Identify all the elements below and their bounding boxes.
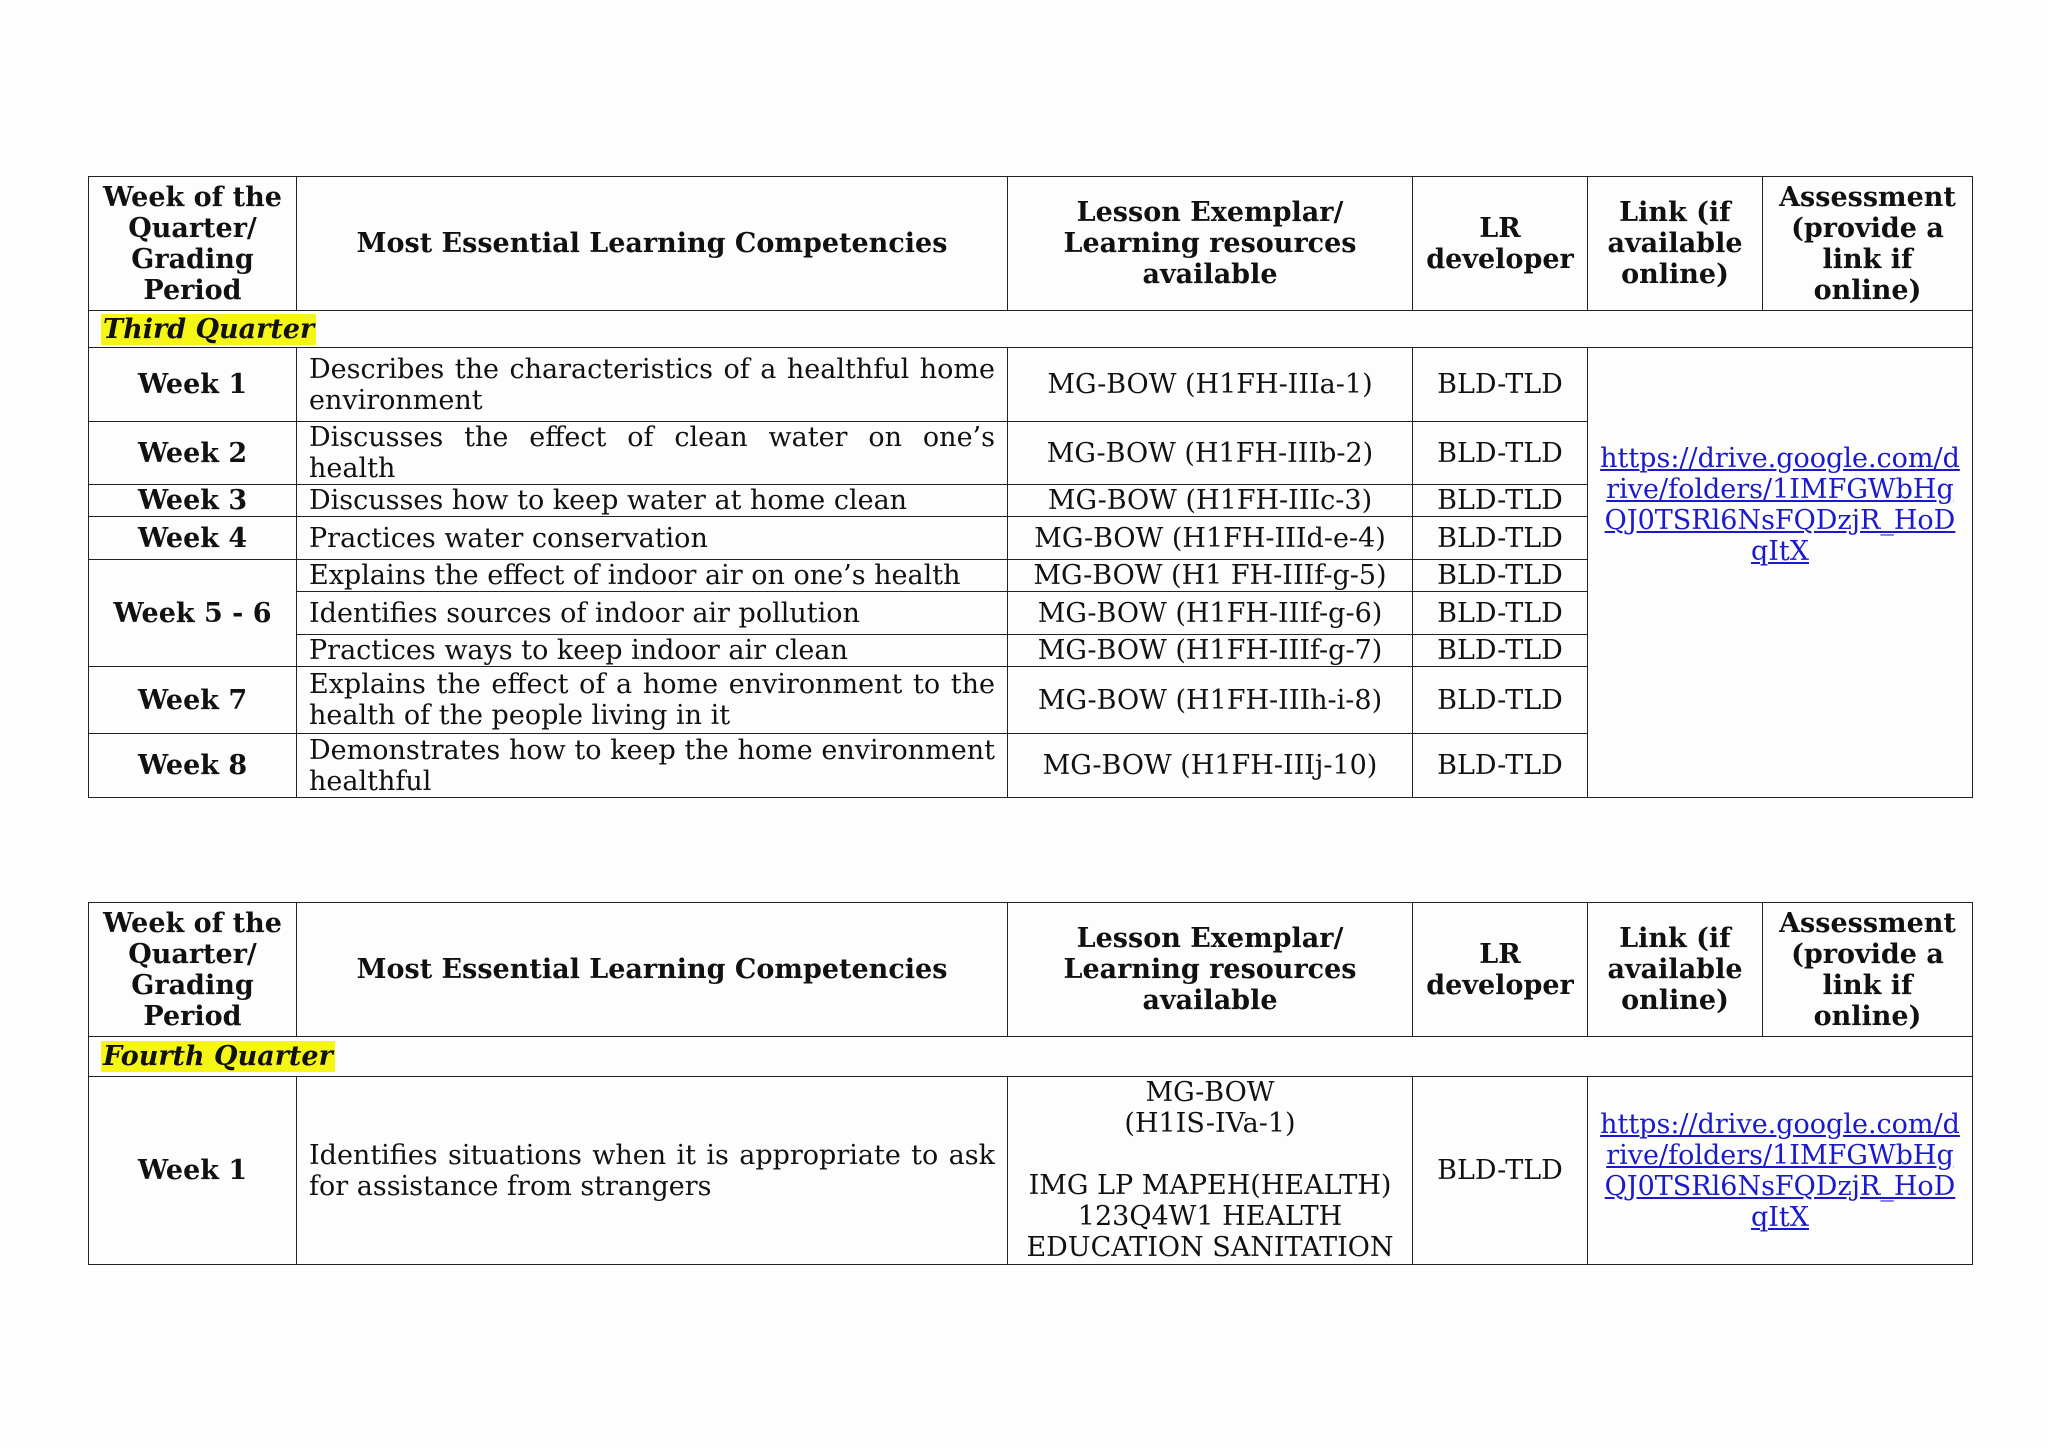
resource-cell (1008, 1077, 1413, 1265)
header-week: Week of the Quarter/ Grading Period (89, 177, 297, 311)
competency-cell: Demonstrates how to keep the home environment healthful (297, 734, 1008, 798)
developer-cell: BLD-TLD (1413, 635, 1588, 667)
competency-cell: Identifies situations when it is appropriate to ask for assistance from strangers (297, 1077, 1008, 1265)
developer-cell: BLD-TLD (1413, 348, 1588, 422)
resource-cell: MG-BOW (H1FH-IIIh-i-8) (1008, 667, 1413, 734)
resource-cell: MG-BOW (H1FH-IIIj-10) (1008, 734, 1413, 798)
third-quarter-table (88, 176, 1973, 798)
competency-cell: Describes the characteristics of a healthful home environment (297, 348, 1008, 422)
table-row (89, 1077, 1973, 1265)
week-cell: Week 2 (89, 422, 297, 485)
header-link: Link (if available online) (1588, 903, 1763, 1037)
link-cell (1588, 1077, 1973, 1265)
competency-cell: Practices water conservation (297, 517, 1008, 560)
resource-cell: MG-BOW (H1FH-IIIc-3) (1008, 485, 1413, 517)
competency-cell: Identifies sources of indoor air pollution (297, 592, 1008, 635)
header-row (89, 903, 1973, 1037)
link-cell (1588, 348, 1973, 798)
week-cell: Week 7 (89, 667, 297, 734)
developer-cell: BLD-TLD (1413, 485, 1588, 517)
resource-line: (H1IS-IVa-1) (1124, 1108, 1296, 1139)
developer-cell: BLD-TLD (1413, 592, 1588, 635)
resource-cell: MG-BOW (H1FH-IIIb-2) (1008, 422, 1413, 485)
developer-cell: BLD-TLD (1413, 734, 1588, 798)
header-developer: LR developer (1413, 177, 1588, 311)
header-link: Link (if available online) (1588, 177, 1763, 311)
header-week: Week of the Quarter/ Grading Period (89, 903, 297, 1037)
header-assessment: Assessment (provide a link if online) (1763, 903, 1973, 1037)
resource-cell: MG-BOW (H1FH-IIId-e-4) (1008, 517, 1413, 560)
competency-cell: Discusses the effect of clean water on one’s health (297, 422, 1008, 485)
resource-line: IMG LP MAPEH(HEALTH) 123Q4W1 HEALTH EDUCATION SANITATION (1026, 1170, 1394, 1263)
competency-cell: Practices ways to keep indoor air clean (297, 635, 1008, 667)
quarter-row (89, 311, 1973, 348)
header-developer: LR developer (1413, 903, 1588, 1037)
drive-link[interactable]: https://drive.google.com/drive/folders/1IMFGWbHgQJ0TSRl6NsFQDzjR_HoDqItX (1600, 443, 1960, 567)
developer-cell: BLD-TLD (1413, 560, 1588, 592)
fourth-quarter-table (88, 902, 1973, 1265)
week-cell: Week 5 - 6 (89, 560, 297, 667)
drive-link[interactable]: https://drive.google.com/drive/folders/1IMFGWbHgQJ0TSRl6NsFQDzjR_HoDqItX (1600, 1108, 1960, 1233)
header-assessment: Assessment (provide a link if online) (1763, 177, 1973, 311)
week-cell: Week 3 (89, 485, 297, 517)
developer-cell: BLD-TLD (1413, 1077, 1588, 1265)
week-cell: Week 1 (89, 348, 297, 422)
resource-cell: MG-BOW (H1FH-IIIf-g-7) (1008, 635, 1413, 667)
competency-cell: Discusses how to keep water at home clean (297, 485, 1008, 517)
resource-cell: MG-BOW (H1FH-IIIf-g-6) (1008, 592, 1413, 635)
resource-line: MG-BOW (1145, 1077, 1275, 1108)
header-competency: Most Essential Learning Competencies (297, 903, 1008, 1037)
competency-cell: Explains the effect of a home environment to the health of the people living in it (297, 667, 1008, 734)
week-cell: Week 8 (89, 734, 297, 798)
quarter-title: Fourth Quarter (103, 1041, 333, 1072)
week-cell: Week 4 (89, 517, 297, 560)
competency-cell: Explains the effect of indoor air on one’s health (297, 560, 1008, 592)
table-row (89, 348, 1973, 422)
developer-cell: BLD-TLD (1413, 517, 1588, 560)
header-competency: Most Essential Learning Competencies (297, 177, 1008, 311)
header-resources: Lesson Exemplar/ Learning resources available (1008, 903, 1413, 1037)
resource-cell: MG-BOW (H1FH-IIIa-1) (1008, 348, 1413, 422)
developer-cell: BLD-TLD (1413, 667, 1588, 734)
quarter-row (89, 1037, 1973, 1077)
quarter-title: Third Quarter (103, 313, 315, 345)
header-row (89, 177, 1973, 311)
week-cell: Week 1 (89, 1077, 297, 1265)
resource-cell: MG-BOW (H1 FH-IIIf-g-5) (1008, 560, 1413, 592)
developer-cell: BLD-TLD (1413, 422, 1588, 485)
header-resources: Lesson Exemplar/ Learning resources available (1008, 177, 1413, 311)
